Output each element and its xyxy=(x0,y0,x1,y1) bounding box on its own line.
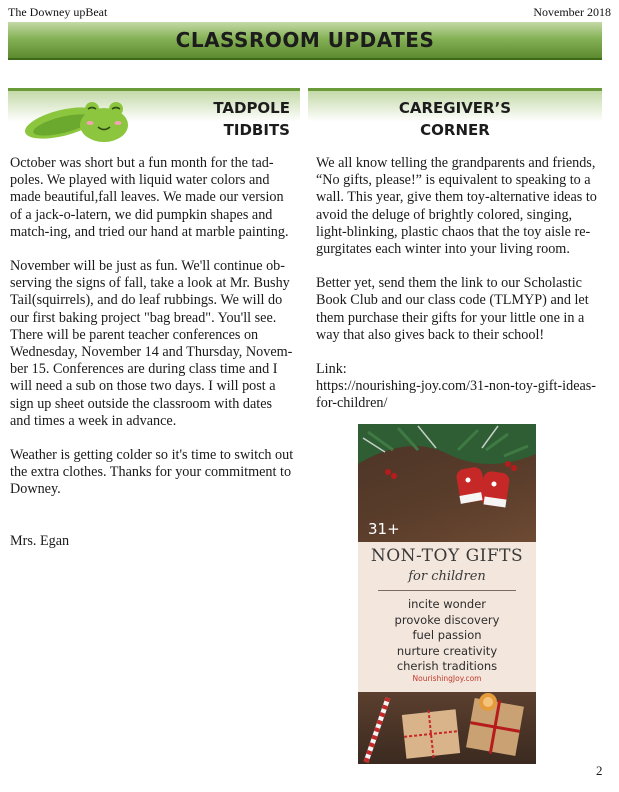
ad-taglines xyxy=(358,597,536,675)
banner-title: CLASSROOM UPDATES xyxy=(175,28,435,52)
tadpole-frog-icon xyxy=(22,99,142,145)
caregiver-heading-box xyxy=(308,88,602,147)
ad-bottom-photo xyxy=(358,692,536,764)
article-link[interactable]: https://nourishing-joy.com/31-non-toy-gift-ideas-for-children/ xyxy=(316,378,597,412)
ad-tagline: provoke discovery xyxy=(394,612,500,627)
tadpole-heading-line1: TADPOLE xyxy=(213,99,290,117)
caregiver-article xyxy=(316,155,600,413)
ad-divider xyxy=(378,590,516,591)
tadpole-article xyxy=(10,155,296,516)
caregiver-paragraph: Better yet, send them the link to our Scholastic Book Club and our class code (TLMYP) and let them purchase their gifts for your little one in a way that also gives back to their school! xyxy=(316,275,589,343)
section-banner xyxy=(8,22,602,60)
gift-ideas-ad[interactable] xyxy=(358,424,536,764)
tadpole-heading-title xyxy=(213,97,290,141)
tadpole-paragraph: November will be just as fun. We'll continue ob-serving the signs of fall, take a look at Mr. Bushy Tail(squirrels), and do leaf rubbings. We will do our first baking project "bag bread". You'll see. There will be parent teacher conferences on Wednesday, November 14 and Thursday, Novem-ber 15. Conferences are during class time and I will need a sub on those two days. I will post a sign up sheet outside the classroom with dates and times a week in advance. xyxy=(10,258,293,429)
gift-boxes-illustration xyxy=(358,692,536,764)
signature: Mrs. Egan xyxy=(10,533,70,549)
caregiver-paragraph: We all know telling the grandparents and friends, “No gifts, please!” is equivalent to speaking to a wall. This year, give them toy-alternative ideas to avoid the deluge of brightly colored, singing, light-blinking, plastic chaos that the toy aisle re-gurgitates each winter into your living room. xyxy=(316,155,597,258)
page-number: 2 xyxy=(596,763,603,778)
caregiver-heading-line1: CAREGIVER’S xyxy=(398,99,512,117)
ad-tagline: cherish traditions xyxy=(396,659,498,673)
publication-name: The Downey upBeat xyxy=(8,5,108,19)
issue-date: November 2018 xyxy=(533,5,611,19)
ad-number: 31+ xyxy=(368,520,400,538)
caregiver-heading-line2: CORNER xyxy=(420,121,490,139)
ad-title: NON-TOY GIFTS xyxy=(370,546,524,566)
caregiver-heading-title xyxy=(308,97,602,141)
ad-subtitle: for children xyxy=(408,569,486,584)
ad-site: NourishingJoy.com xyxy=(412,674,482,683)
tadpole-paragraph: Weather is getting colder so it's time to switch out the extra clothes. Thanks for your commitment to Downey. xyxy=(10,447,294,498)
ad-tagline: incite wonder xyxy=(407,597,487,611)
tadpole-paragraph: October was short but a fun month for the tad-poles. We played with liquid water colors and made beautiful,fall leaves. We made our version of a jack-o-latern, we did pumpkin shapes and match-ing, and tried our hand at marble painting. xyxy=(10,155,289,240)
link-label: Link: xyxy=(316,361,347,378)
ad-tagline: fuel passion xyxy=(412,628,482,642)
ad-tagline: nurture creativity xyxy=(396,643,498,658)
tadpole-heading-line2: TIDBITS xyxy=(223,121,290,139)
tadpole-heading-box xyxy=(8,88,300,147)
